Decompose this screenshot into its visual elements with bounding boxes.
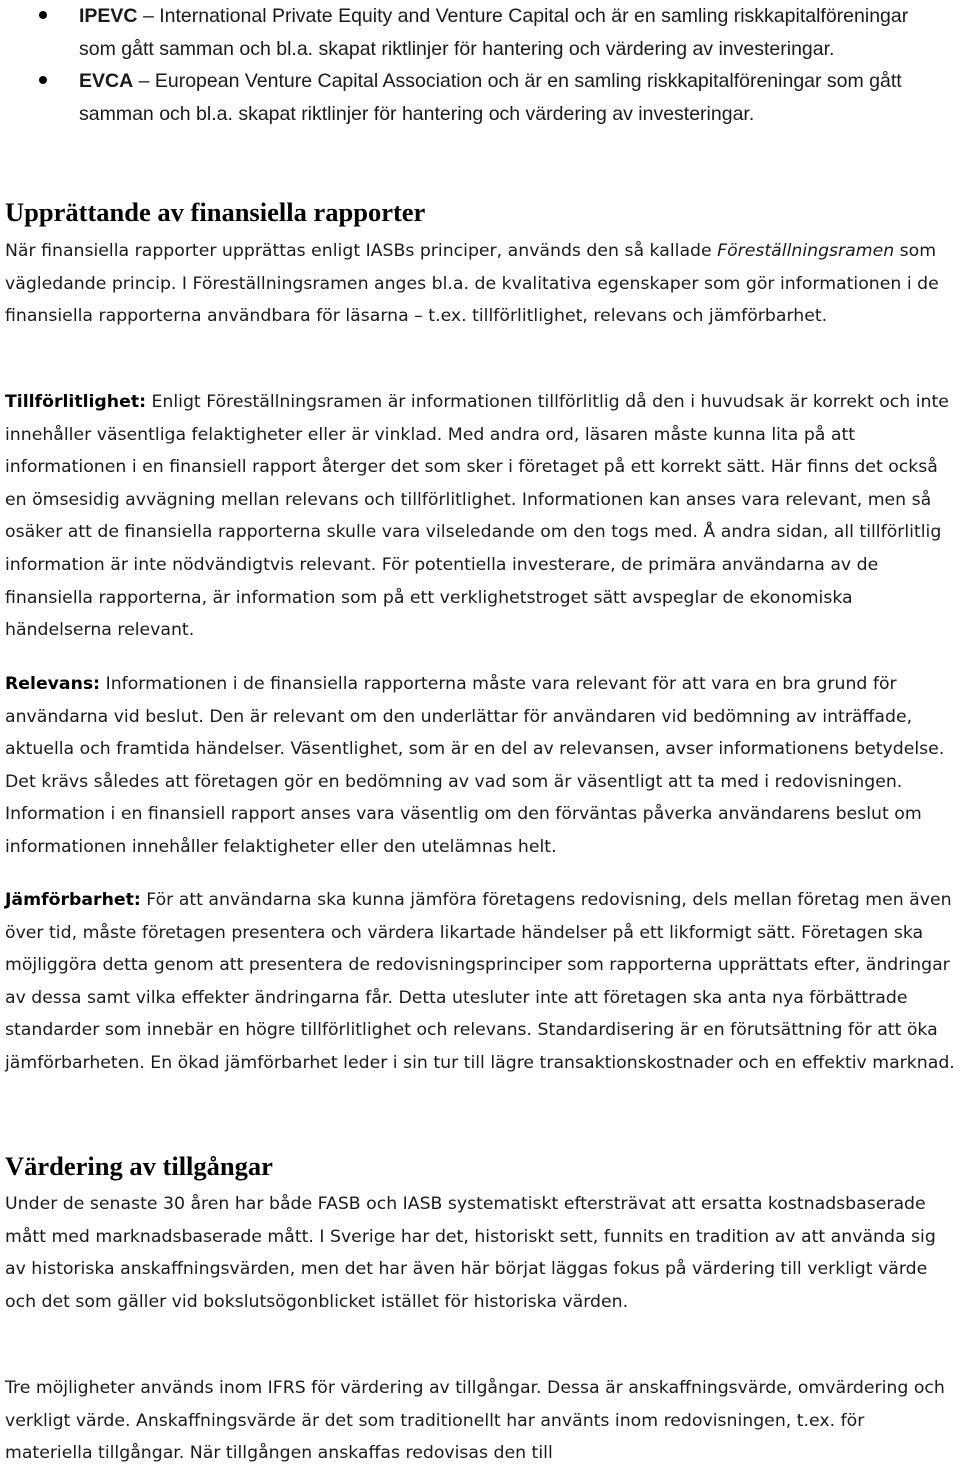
bullet-lead: IPEVC [79,5,138,27]
list-item [0,65,960,130]
valuation-methods-paragraph: Tre möjligheter används inom IFRS för värdering av tillgångar. Dessa är anskaffningsvärde, omvärdering och verkligt värde. Anskaffningsvärde är det som traditionellt har använts inom redovisningen, t.ex. för materiella tillgångar. När tillgången anskaffas redovisas den till [5,1378,945,1464]
reliability-term: Tillförlitlighet: [5,392,146,412]
bullet-icon [39,76,47,84]
intro-text: När finansiella rapporter upprättas enligt IASBs principer, används den så kallade [5,241,718,261]
bullet-icon [39,11,47,19]
relevance-term: Relevans: [5,674,101,694]
relevance-text: Informationen i de finansiella rapporterna måste vara relevant för att vara en bra grund för användarna vid beslut. Den är relevant om den underlättar för användaren vid bedömning av inträffade, aktuella och framtida händelser. Väsentlighet, som är en del av relevansen, avser informationens betydelse. Det krävs således att företagen gör en bedömning av vad som är väsentligt att ta med i redovisningen. Information i en finansiell rapport anses vara väsentlig om den förväntas påverka användarens beslut om informationen innehåller felaktigheter eller den utelämnas helt. [5,674,945,857]
reliability-text: Enligt Föreställningsramen är informationen tillförlitlig då den i huvudsak är korrekt och inte innehåller väsentliga felaktigheter eller är vinklad. Med andra ord, läsaren måste kunna lita på att informationen i en finansiell rapport återger det som sker i företaget på ett korrekt sätt. Här finns det också en ömsesidig avvägning mellan relevans och tillförlitlighet. Informationen kan anses vara relevant, men så osäker att de finansiella rapporterna skulle vara vilseledande om den togs med. Å andra sidan, all tillförlitlig information är inte nödvändigtvis relevant. För potentiella investerare, de primära användarna av de finansiella rapporterna, är information som på ett verklighetstroget sätt avspeglar de ekonomiska händelserna relevant. [5,392,949,641]
intro-paragraph [5,235,957,333]
bullet-lead: EVCA [79,70,134,92]
intro-text-rest: som vägledande princip. I Föreställningsramen anges bl.a. de kvalitativa egenskaper som gör informationen i de finansiella rapporterna användbara för läsarna – t.ex. tillförlitlighet, relevans och jämförbarhet. [5,241,939,327]
section-heading: Värdering av tillgångar [5,1151,273,1181]
comparability-text: För att användarna ska kunna jämföra företagens redovisning, dels mellan företag men även över tid, måste företagen presentera och värdera likartade händelser på ett likformigt sätt. Företagen ska möjliggöra detta genom att presentera de redovisningsprinciper som rapporterna upprättats efter, ändringar av dessa samt vilka effekter ändringarna får. Detta utesluter inte att företagen ska anta nya förbättrade standarder som innebär en högre tillförlitlighet och relevans. Standardisering är en förutsättning för att öka jämförbarheten. En ökad jämförbarhet leder i sin tur till lägre transaktionskostnader och en effektiv marknad. [5,890,955,1073]
reliability-paragraph [5,386,957,647]
bullet-text: – European Venture Capital Association och är en samling riskkapitalföreningar som gått samman och bl.a. skapat riktlinjer för hantering och värdering av investeringar. [79,70,902,125]
comparability-term: Jämförbarhet: [5,890,141,910]
list-item [0,0,960,65]
comparability-paragraph [5,884,957,1080]
valuation-paragraph: Under de senaste 30 åren har både FASB och IASB systematiskt eftersträvat att ersatta kostnadsbaserade mått med marknadsbaserade mått. I Sverige har det, historiskt sett, funnits en tradition av att använda sig av historiska anskaffningsvärden, men det har även här börjat läggas fokus på värdering till verkligt värde och det som gäller vid bokslutsögonblicket istället för historiska värden. [5,1194,936,1312]
bullet-text: – International Private Equity and Venture Capital och är en samling riskkapitalföreningar som gått samman och bl.a. skapat riktlinjer för hantering och värdering av investeringar. [79,5,909,60]
intro-italic-term: Föreställningsramen [717,241,895,261]
section-heading: Upprättande av finansiella rapporter [5,197,426,227]
bullet-list [0,0,960,130]
relevance-paragraph [5,668,957,864]
